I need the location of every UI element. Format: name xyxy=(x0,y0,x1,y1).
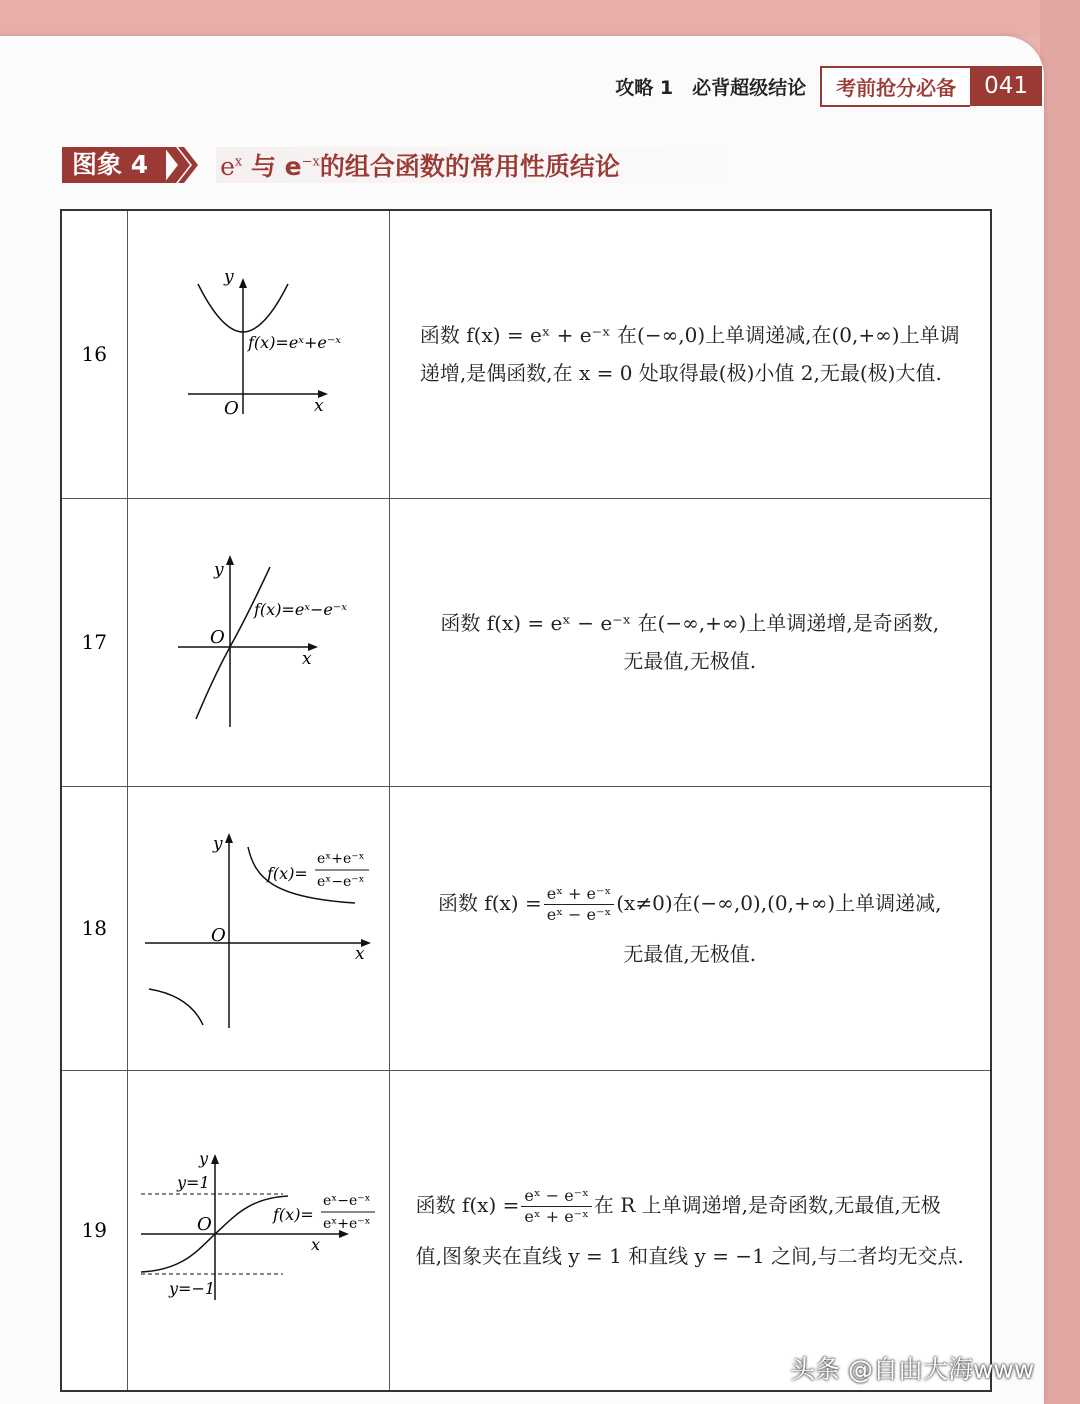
description-line: 函数 f(x) = $\frac{\text{eˣ − e⁻ˣ}}{\text{eˣ + e⁻ˣ}}$ 在 R 上单调递增,是奇函数,无最值,无极 xyxy=(415,1185,941,1226)
label-numerator: eˣ−e⁻ˣ xyxy=(323,1193,371,1210)
table-row xyxy=(61,1070,991,1391)
description-line: 函数 f(x) = $\frac{\text{eˣ + e⁻ˣ}}{\text{eˣ − e⁻ˣ}}$ (x≠0)在(−∞,0),(0,+∞)上单调递减, xyxy=(437,883,942,924)
section-title xyxy=(62,145,740,185)
graph-cell xyxy=(127,210,389,498)
asymptote-label-bottom: y=−1 xyxy=(169,1279,216,1299)
figure-tag: 图象 4 xyxy=(62,147,166,183)
watermark: 头条 @自由大海www xyxy=(790,1355,1035,1384)
background-top-band xyxy=(0,0,1080,36)
properties-table xyxy=(60,209,992,1392)
table-row xyxy=(61,786,991,1070)
graph-cell xyxy=(127,1070,389,1391)
fraction: $\frac{\text{eˣ + e⁻ˣ}}{\text{eˣ − e⁻ˣ}}$ xyxy=(544,884,615,925)
origin-label: O xyxy=(197,1214,212,1236)
graph-tanh xyxy=(133,1150,383,1310)
x-axis-label: x xyxy=(302,649,312,669)
graph-cell xyxy=(127,498,389,786)
description-cell xyxy=(389,210,991,498)
chevron-right-icon xyxy=(164,147,198,183)
y-axis-label: y xyxy=(214,560,224,580)
description-line: 函数 f(x) = eˣ + e⁻ˣ 在(−∞,0)上单调递减,在(0,+∞)上单调 xyxy=(419,323,960,348)
description-line: 无最值,无极值. xyxy=(623,941,757,966)
description-line: 函数 f(x) = eˣ − e⁻ˣ 在(−∞,+∞)上单调递增,是奇函数, xyxy=(440,611,940,635)
background-right-band xyxy=(1040,0,1080,1404)
row-number: 19 xyxy=(61,1070,127,1391)
page-header xyxy=(615,66,1042,106)
graph-cosh xyxy=(138,264,378,444)
x-axis-label: x xyxy=(311,1235,321,1255)
y-axis-label: y xyxy=(224,267,234,288)
fraction: $\frac{\text{eˣ − e⁻ˣ}}{\text{eˣ + e⁻ˣ}}$ xyxy=(521,1186,592,1227)
y-axis-label: y xyxy=(213,834,223,854)
table-row xyxy=(61,498,991,786)
graph-sinh xyxy=(138,547,378,737)
row-number: 17 xyxy=(61,498,127,786)
graph-cell xyxy=(127,786,389,1070)
description-cell xyxy=(389,498,991,786)
curve-label: f(x)= xyxy=(273,1205,314,1225)
label-numerator: eˣ+e⁻ˣ xyxy=(317,851,365,867)
y-axis-label: y xyxy=(199,1150,209,1169)
curve-label: f(x)=eˣ+e⁻ˣ xyxy=(248,333,341,353)
curve-label: f(x)= xyxy=(267,864,308,883)
description-line: 递增,是偶函数,在 x = 0 处取得最(极)小值 2,无最(极)大值. xyxy=(419,361,942,386)
origin-label: O xyxy=(224,398,239,420)
section-badge: 考前抢分必备 xyxy=(820,66,970,107)
description-cell xyxy=(389,786,991,1070)
page-number: 041 xyxy=(970,66,1042,106)
label-denominator: eˣ+e⁻ˣ xyxy=(323,1216,371,1233)
graph-coth xyxy=(133,823,383,1033)
description-line: 值,图象夹在直线 y = 1 和直线 y = −1 之间,与二者均无交点. xyxy=(415,1243,964,1268)
description-line: 无最值,无极值. xyxy=(623,649,757,673)
x-axis-label: x xyxy=(355,944,365,964)
table-row xyxy=(61,210,991,498)
row-number: 18 xyxy=(61,786,127,1070)
label-denominator: eˣ−e⁻ˣ xyxy=(317,874,365,890)
asymptote-label-top: y=1 xyxy=(177,1173,210,1193)
curve-label: f(x)=eˣ−e⁻ˣ xyxy=(254,600,347,619)
origin-label: O xyxy=(210,627,225,648)
title-text: $e^x$ 与 $e^{-x}$的组合函数的常用性质结论 xyxy=(216,147,740,183)
breadcrumb: 攻略 1 必背超级结论 xyxy=(615,76,807,99)
x-axis-label: x xyxy=(314,396,324,417)
row-number: 16 xyxy=(61,210,127,498)
origin-label: O xyxy=(211,925,226,946)
description-cell xyxy=(389,1070,991,1391)
